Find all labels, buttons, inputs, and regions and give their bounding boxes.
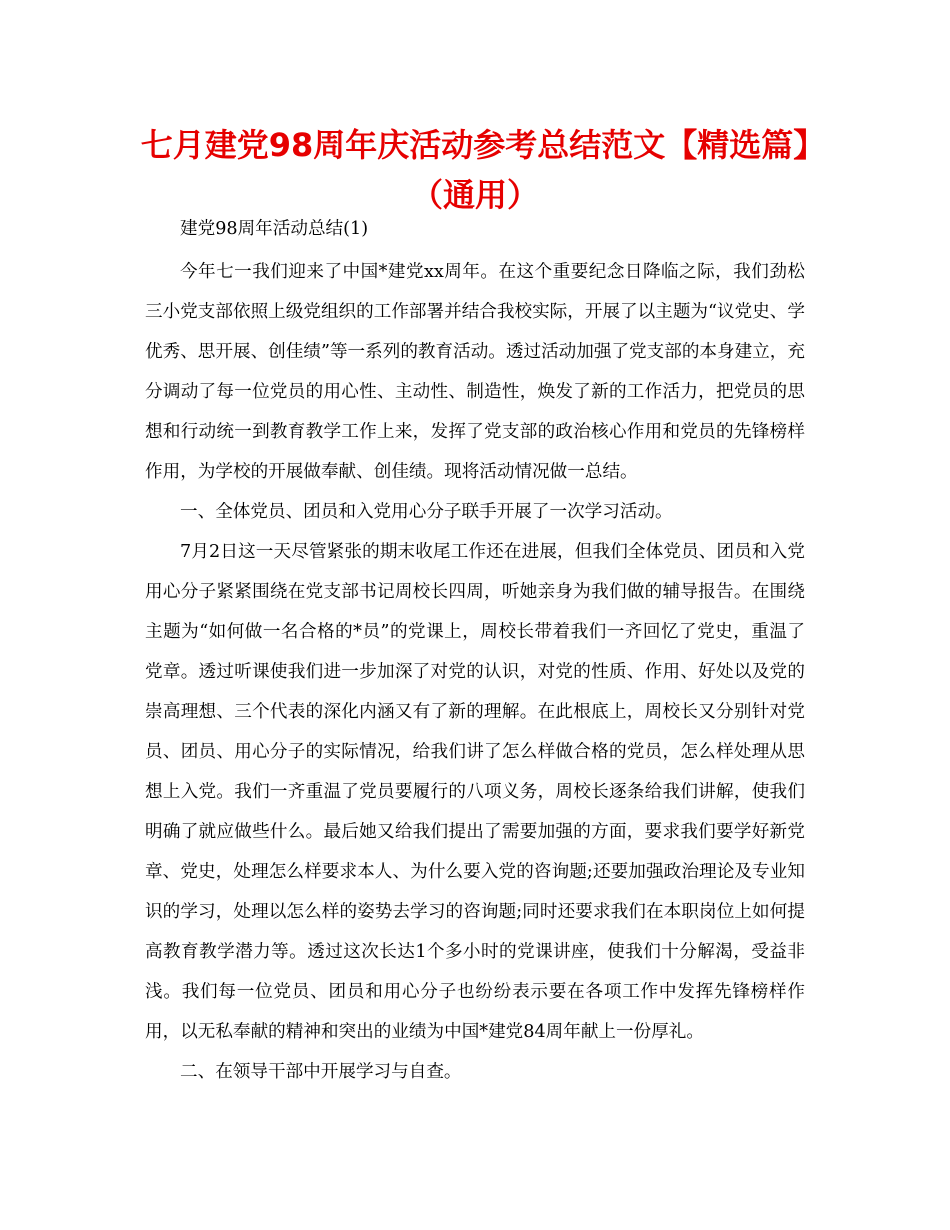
section-subtitle: 建党98周年活动总结(1) [180,219,369,239]
document-body [145,212,805,1092]
paragraph: 7月2日这一天尽管紧张的期末收尾工作还在进展，但我们全体党员、团员和入党用心分子紧紧围绕在党支部书记周校长四周，听她亲身为我们做的辅导报告。在围绕主题为“如何做一名合格的*员”的党课上，周校长带着我们一齐回忆了党史，重温了党章。透过听课使我们进一步加深了对党的认识，对党的性质、作用、好处以及党的崇高理想、三个代表的深化内涵又有了新的理解。在此根底上，周校长又分别针对党员、团员、用心分子的实际情况，给我们讲了怎么样做合格的党员，怎么样处理从思想上入党。我们一齐重温了党员要履行的八项义务，周校长逐条给我们讲解，使我们明确了就应做些什么。最后她又给我们提出了需要加强的方面，要求我们要学好新党章、党史，处理怎么样要求本人、为什么要入党的咨询题;还要加强政治理论及专业知识的学习，处理以怎么样的姿势去学习的咨询题;同时还要求我们在本职岗位上如何提高教育教学潜力等。透过这次长达1个多小时的党课讲座，使我们十分解渴，受益非浅。我们每一位党员、团员和用心分子也纷纷表示要在各项工作中发挥先锋榜样作用，以无私奉献的精神和突出的业绩为中国*建党84周年献上一份厚礼。 [145,542,805,1042]
paragraph: 今年七一我们迎来了中国*建党xx周年。在这个重要纪念日降临之际，我们劲松三小党支部依照上级党组织的工作部署并结合我校实际，开展了以主题为“议党史、学优秀、思开展、创佳绩”等一系列的教育活动。透过活动加强了党支部的本身建立，充分调动了每一位党员的用心性、主动性、制造性，焕发了新的工作活力，把党员的思想和行动统一到教育教学工作上来，发挥了党支部的政治核心作用和党员的先锋榜样作用，为学校的开展做奉献、创佳绩。现将活动情况做一总结。 [145,262,805,482]
paragraph: 二、在领导干部中开展学习与自查。 [180,1062,462,1082]
paragraph: 一、全体党员、团员和入党用心分子联手开展了一次学习活动。 [180,502,673,522]
document-title: 七月建党98周年庆活动参考总结范文【精选篇】（通用） [140,126,810,214]
